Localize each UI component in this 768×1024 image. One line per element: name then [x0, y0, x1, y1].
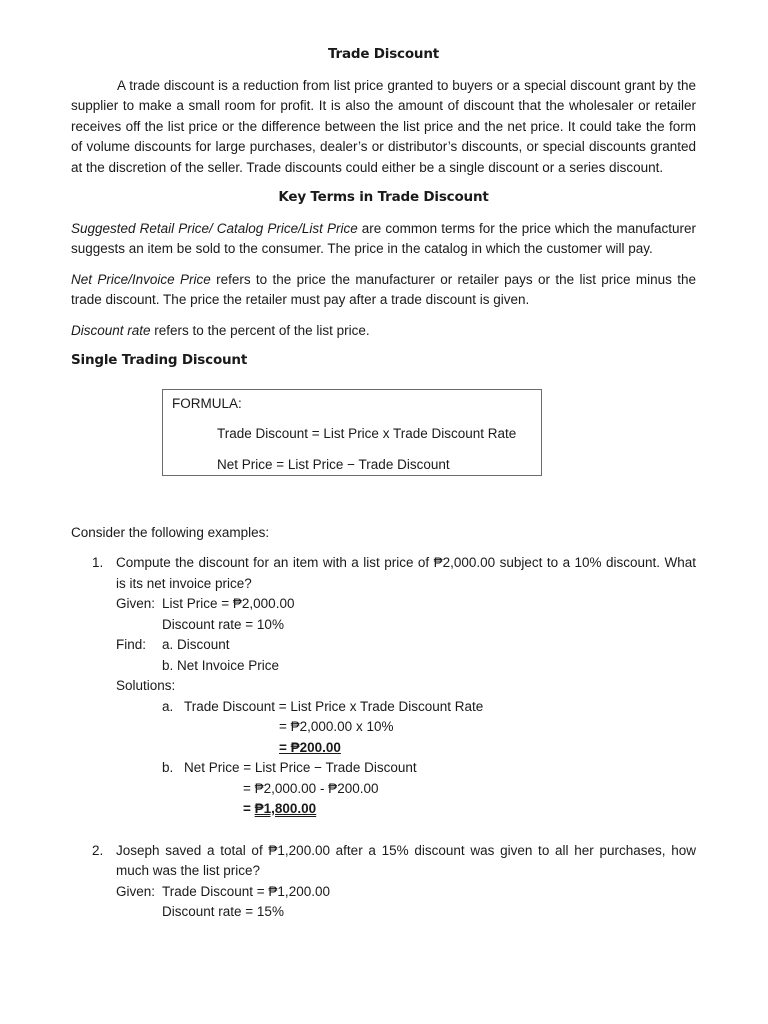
given-row [116, 594, 696, 615]
solution-answer: = ₱200.00 [279, 739, 341, 755]
find-value: a. Discount [162, 637, 230, 652]
single-discount-heading: Single Trading Discount [71, 352, 248, 368]
document-page [71, 44, 696, 923]
given-label: Given: [116, 596, 156, 611]
solution-line: Trade Discount = List Price x Trade Discount Rate [184, 698, 484, 714]
find-row [116, 635, 696, 656]
spacer [71, 820, 696, 841]
intro-paragraph: A trade discount is a reduction from list price granted to buyers or a special discount grant by the supplier to make a small room for profit. It is also the amount of discount that the wholesaler or retailer receives off the list price or the difference between the list price and the net price. It could take the form of volume discounts for large purchases, dealer’s or distributor’s discounts, or special discounts granted at the discretion of the seller. Trade discounts could either be a single discount or a series discount. [71, 77, 696, 175]
example-question: Joseph saved a total of ₱1,200.00 after a 15% discount was given to all her purchases, how much was the list price? [116, 842, 696, 878]
term-name: Suggested Retail Price/ Catalog Price/List Price [71, 220, 358, 236]
example-number: 1. [92, 555, 104, 570]
answer-prefix: = [243, 801, 255, 816]
solution-answer: ₱1,800.00 [254, 801, 317, 816]
formula-trade-discount: Trade Discount = List Price x Trade Discount Rate [217, 426, 517, 441]
solution-b [116, 758, 696, 779]
solution-answer-row [116, 738, 696, 759]
term-definition: are common terms for the price which the manufacturer suggests an item be sold to the consumer. The price in the catalog in which the customer will pay. [71, 220, 696, 256]
example-number: 2. [92, 842, 104, 858]
term-name: Discount rate [71, 322, 151, 338]
example-2 [71, 841, 696, 923]
example-1 [71, 553, 696, 820]
term-net-price [71, 270, 696, 311]
term-definition: refers to the price the manufacturer or retailer pays or the list price minus the trade discount. The price the retailer must pay after a trade discount is given. [71, 271, 696, 307]
solution-letter: a. [162, 698, 174, 714]
solution-letter: b. [162, 760, 174, 775]
given-value: List Price = ₱2,000.00 [162, 596, 295, 611]
example-question: Compute the discount for an item with a list price of ₱2,000.00 subject to a 10% discount. What is its net invoice price? [116, 555, 696, 591]
term-list-price [71, 219, 696, 260]
page-title: Trade Discount [327, 46, 440, 62]
term-discount-rate [71, 321, 696, 342]
find-value: b. Net Invoice Price [162, 657, 280, 673]
given-value: Trade Discount = ₱1,200.00 [162, 883, 330, 899]
solution-line: Net Price = List Price − Trade Discount [184, 760, 417, 775]
formula-label: FORMULA: [172, 395, 242, 411]
term-name: Net Price/Invoice Price [71, 271, 211, 287]
given-value: Discount rate = 15% [162, 904, 284, 919]
key-terms-heading: Key Terms in Trade Discount [278, 189, 489, 205]
examples-list [71, 553, 696, 923]
given-label: Given: [116, 883, 156, 899]
solution-line: = ₱2,000.00 x 10% [279, 719, 394, 734]
solutions-label: Solutions: [116, 678, 176, 693]
find-label: Find: [116, 637, 147, 652]
examples-intro: Consider the following examples: [71, 524, 270, 540]
given-row [116, 882, 696, 903]
given-value: Discount rate = 10% [162, 616, 284, 632]
solution-a [116, 697, 696, 718]
solution-answer-row [116, 799, 696, 820]
formula-net-price: Net Price = List Price − Trade Discount [217, 456, 450, 472]
solution-line: = ₱2,000.00 - ₱200.00 [243, 780, 379, 796]
formula-box [162, 389, 542, 476]
term-definition: refers to the percent of the list price. [150, 322, 370, 338]
